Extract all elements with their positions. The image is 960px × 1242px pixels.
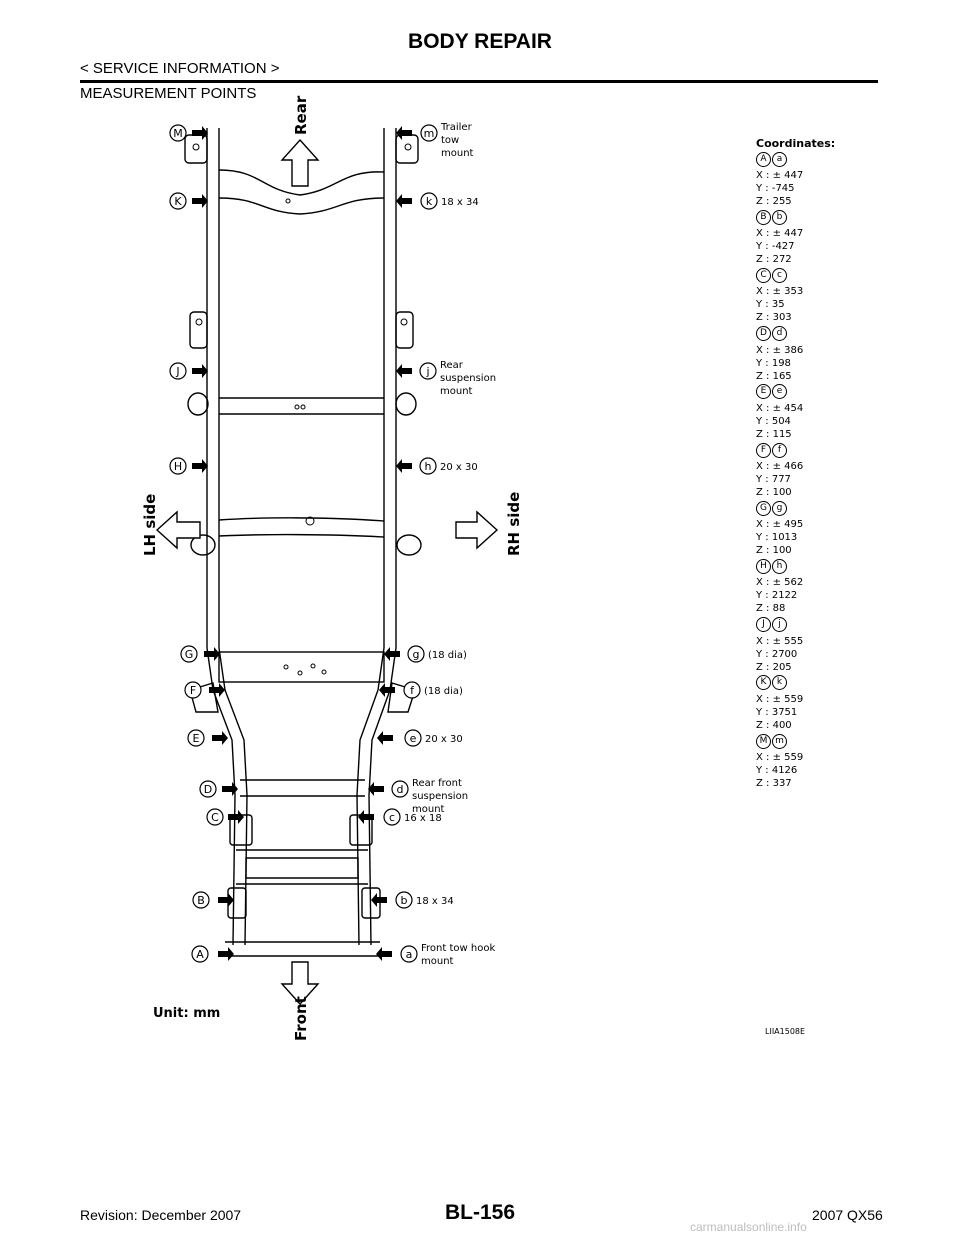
rh-side-label: RH side <box>505 491 523 556</box>
coord-point-id <box>756 266 803 284</box>
coord-block-G <box>756 499 803 557</box>
coord-point-circle: C <box>756 268 771 283</box>
coord-point-circle: F <box>756 443 771 458</box>
coord-y: Y : 198 <box>756 357 791 369</box>
coord-x: X : ± 447 <box>756 228 804 240</box>
coord-y: Y : 2700 <box>756 648 798 660</box>
coord-x: X : ± 555 <box>756 635 804 647</box>
point-note-a: mount <box>421 956 454 967</box>
point-arrow-j <box>396 364 412 378</box>
point-marker-h-label: h <box>424 460 432 473</box>
point-note-j: Rear <box>440 360 463 371</box>
coord-point-circle: e <box>772 384 787 399</box>
lh-side-label: LH side <box>141 493 159 556</box>
point-note-m: mount <box>441 148 474 159</box>
point-marker-g-label: g <box>412 648 420 661</box>
coord-point-circle: J <box>756 617 771 632</box>
coord-point-circle: a <box>772 152 787 167</box>
point-arrow-d <box>368 782 384 796</box>
coord-point-circle: k <box>772 675 787 690</box>
coord-x: X : ± 386 <box>756 344 804 356</box>
coord-block-D <box>756 325 803 383</box>
coord-z: Z : 165 <box>756 370 792 382</box>
coord-z: Z : 400 <box>756 719 792 731</box>
point-note-j: mount <box>440 386 473 397</box>
coord-y: Y : 504 <box>756 415 791 427</box>
unit-label: Unit: mm <box>153 1006 221 1021</box>
rear-label: Rear <box>292 95 310 135</box>
point-note-d: Rear front <box>412 778 462 789</box>
point-note-d: mount <box>412 804 445 815</box>
point-marker-m-label: m <box>423 127 435 140</box>
point-note-k: 18 x 34 <box>441 197 479 208</box>
coord-point-circle: b <box>772 210 787 225</box>
point-arrow-g <box>384 647 400 661</box>
footer-revision: Revision: December 2007 <box>80 1207 242 1223</box>
point-arrow-H <box>192 459 208 473</box>
point-marker-F-label: F <box>189 684 197 697</box>
coord-point-id <box>756 732 803 750</box>
frame-holes <box>193 144 411 675</box>
point-marker-e-label: e <box>409 732 417 745</box>
coord-block-C <box>756 266 803 324</box>
point-marker-C-label: C <box>211 811 219 824</box>
coord-point-id <box>756 499 803 517</box>
coord-point-circle: H <box>756 559 771 574</box>
coord-point-circle: A <box>756 152 771 167</box>
coord-block-A <box>756 150 803 208</box>
point-marker-M-label: M <box>173 127 183 140</box>
point-arrow-F <box>209 683 225 697</box>
point-marker-f-label: f <box>410 684 414 697</box>
point-arrow-f <box>379 683 395 697</box>
rear-arrow <box>282 140 318 186</box>
coord-point-circle: B <box>756 210 771 225</box>
point-note-h: 20 x 30 <box>440 462 478 473</box>
coord-block-K <box>756 674 803 732</box>
coord-point-id <box>756 383 803 401</box>
coord-point-id <box>756 325 803 343</box>
point-marker-k-label: k <box>425 195 433 208</box>
point-marker-E-label: E <box>192 732 200 745</box>
coord-point-circle: K <box>756 675 771 690</box>
coord-y: Y : 1013 <box>756 532 798 544</box>
point-note-e: 20 x 30 <box>425 734 463 745</box>
rh-side-arrow <box>456 512 497 548</box>
figure-id: LIIA1508E <box>765 1027 806 1036</box>
coord-x: X : ± 559 <box>756 752 804 763</box>
point-arrow-B <box>218 893 234 907</box>
coord-point-id <box>756 208 803 226</box>
coord-y: Y : 3751 <box>756 706 798 718</box>
coord-z: Z : 100 <box>756 545 792 557</box>
point-marker-G-label: G <box>184 648 194 661</box>
point-arrow-E <box>212 731 228 745</box>
point-marker-A-label: A <box>196 948 204 961</box>
point-marker-d-label: d <box>396 783 404 796</box>
coord-block-B <box>756 208 803 266</box>
point-marker-a-label: a <box>405 948 413 961</box>
coord-point-id <box>756 616 803 634</box>
coord-point-circle: g <box>772 501 787 516</box>
point-marker-K-label: K <box>174 195 182 208</box>
coord-y: Y : -745 <box>756 183 795 194</box>
page-title: BODY REPAIR <box>408 30 552 53</box>
point-marker-J-label: J <box>176 365 180 378</box>
coord-y: Y : 2122 <box>756 590 798 602</box>
point-arrow-G <box>204 647 220 661</box>
coord-point-circle: f <box>772 443 787 458</box>
point-marker-B-label: B <box>197 894 205 907</box>
coord-y: Y : 4126 <box>756 765 798 776</box>
topic-label: MEASUREMENT POINTS <box>80 85 257 102</box>
point-arrow-m <box>396 126 412 140</box>
point-note-m: tow <box>441 135 460 146</box>
coord-z: Z : 272 <box>756 254 792 266</box>
coord-point-circle: j <box>772 617 787 632</box>
coord-block-J <box>756 616 803 674</box>
coord-point-id <box>756 557 803 575</box>
point-arrow-M <box>192 126 208 140</box>
point-note-j: suspension <box>440 373 497 384</box>
section-label: < SERVICE INFORMATION > <box>80 60 280 77</box>
coord-block-E <box>756 383 803 441</box>
coord-y: Y : -427 <box>756 241 795 253</box>
coord-z: Z : 88 <box>756 603 786 615</box>
coord-x: X : ± 466 <box>756 461 804 472</box>
coord-z: Z : 337 <box>756 778 792 789</box>
coord-x: X : ± 559 <box>756 693 804 705</box>
coord-x: X : ± 353 <box>756 286 804 298</box>
coord-y: Y : 777 <box>756 474 791 485</box>
point-marker-j-label: j <box>426 365 430 378</box>
coord-x: X : ± 495 <box>756 519 804 531</box>
point-note-a: Front tow hook <box>421 943 496 954</box>
coord-block-M <box>756 732 803 790</box>
footer-page-number: BL-156 <box>444 1201 516 1224</box>
point-arrow-b <box>371 893 387 907</box>
coordinates-title: Coordinates: <box>756 137 836 150</box>
coord-point-id <box>756 441 803 459</box>
point-arrow-k <box>396 194 412 208</box>
coord-y: Y : 35 <box>756 299 785 311</box>
coord-point-circle: m <box>772 734 787 749</box>
coord-point-circle: c <box>772 268 787 283</box>
coord-point-id <box>756 674 803 692</box>
point-note-c: 16 x 18 <box>404 813 442 824</box>
coord-x: X : ± 562 <box>756 577 804 589</box>
point-arrow-K <box>192 194 208 208</box>
coord-block-H <box>756 557 803 615</box>
front-label: Front <box>292 996 310 1041</box>
coord-point-id <box>756 150 803 168</box>
point-arrow-a <box>376 947 392 961</box>
frame-structure <box>185 128 421 956</box>
coord-point-circle: D <box>756 326 771 341</box>
point-note-g: (18 dia) <box>428 650 467 661</box>
coord-point-circle: M <box>756 734 771 749</box>
coord-z: Z : 303 <box>756 312 792 324</box>
coord-block-F <box>756 441 803 499</box>
coord-z: Z : 255 <box>756 196 792 207</box>
footer-model: 2007 QX56 <box>812 1207 883 1223</box>
point-marker-D-label: D <box>203 783 213 796</box>
point-marker-H-label: H <box>173 460 183 473</box>
coord-point-circle: d <box>772 326 787 341</box>
coord-z: Z : 205 <box>756 661 792 673</box>
coord-point-circle: E <box>756 384 771 399</box>
point-note-d: suspension <box>412 791 469 802</box>
coord-z: Z : 115 <box>756 428 792 440</box>
coord-point-circle: h <box>772 559 787 574</box>
coord-z: Z : 100 <box>756 487 792 498</box>
coord-x: X : ± 454 <box>756 402 804 414</box>
coord-x: X : ± 447 <box>756 170 804 181</box>
point-note-m: Trailer <box>441 122 472 133</box>
point-marker-b-label: b <box>400 894 408 907</box>
point-arrow-h <box>396 459 412 473</box>
point-marker-c-label: c <box>388 811 396 824</box>
point-note-f: (18 dia) <box>424 686 463 697</box>
point-arrow-J <box>192 364 208 378</box>
point-note-b: 18 x 34 <box>416 896 454 907</box>
lh-side-arrow <box>157 512 200 548</box>
point-arrow-e <box>377 731 393 745</box>
point-arrow-A <box>218 947 234 961</box>
coord-point-circle: G <box>756 501 771 516</box>
watermark: carmanualsonline.info <box>690 1220 807 1234</box>
